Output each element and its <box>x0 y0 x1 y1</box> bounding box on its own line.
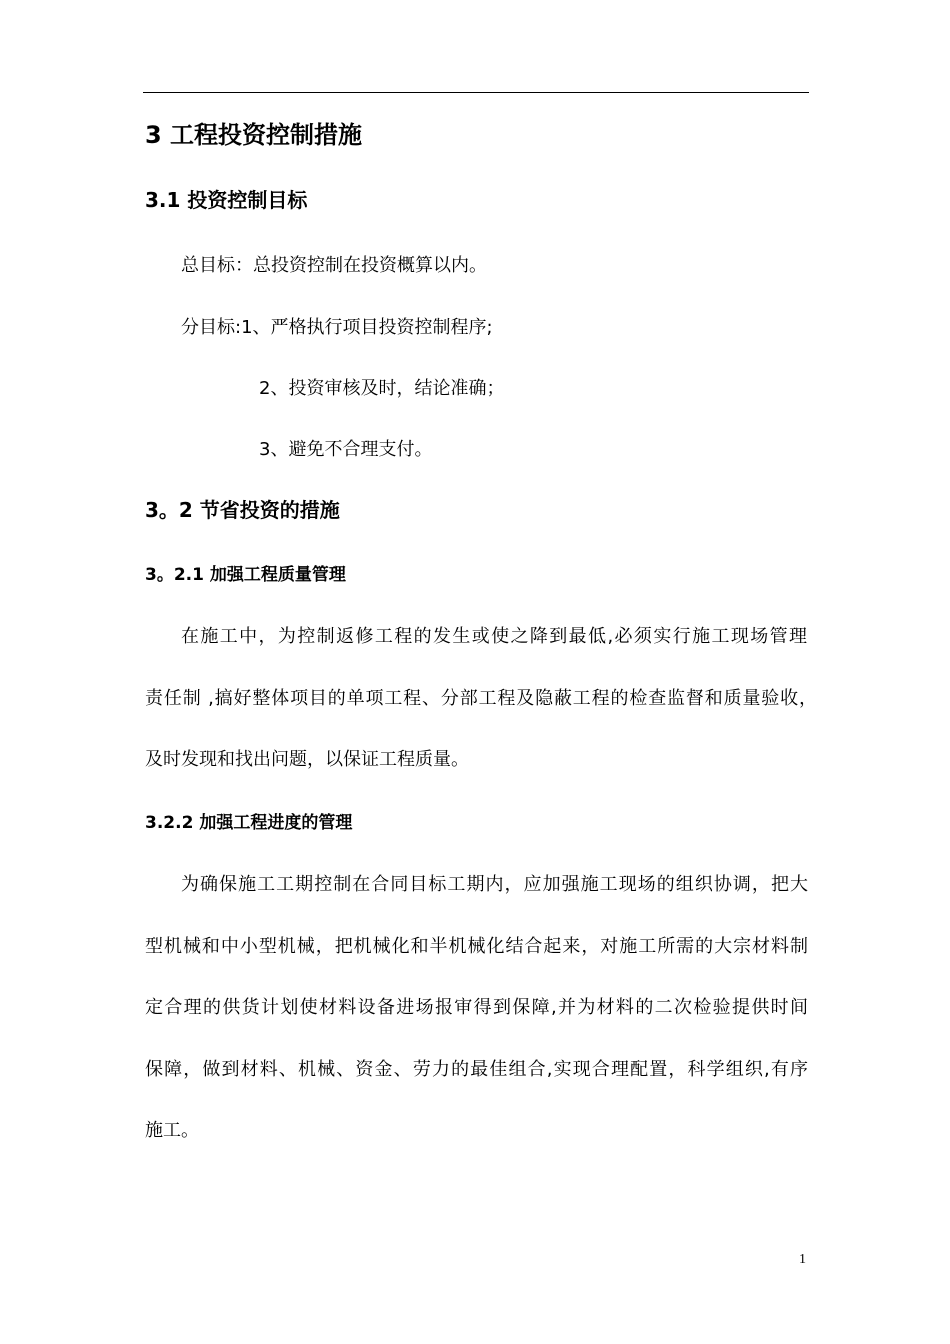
sub-goal-2-text: 2、投资审核及时，结论准确； <box>259 378 505 399</box>
sub-goal-1-text: 分目标:1、严格执行项目投资控制程序; <box>181 317 493 338</box>
subsection-heading-3-2: 3。2 节省投资的措施 <box>145 498 340 522</box>
heading-3-2-1: 3。2.1 加强工程质量管理 <box>145 565 346 585</box>
paragraph-line: 及时发现和找出问题，以保证工程质量。 <box>145 749 469 770</box>
header-rule <box>143 92 809 93</box>
paragraph-line: 型机械和中小型机械，把机械化和半机械化结合起来，对施工所需的大宗材料制 <box>145 936 808 957</box>
total-goal-text: 总目标：总投资控制在投资概算以内。 <box>181 255 487 276</box>
paragraph-line: 定合理的供货计划使材料设备进场报审得到保障,并为材料的二次检验提供时间 <box>145 997 808 1018</box>
heading-3-2-2: 3.2.2 加强工程进度的管理 <box>145 813 353 833</box>
sub-goal-3-text: 3、避免不合理支付。 <box>259 439 433 460</box>
paragraph-line: 施工。 <box>145 1120 199 1141</box>
page-number: 1 <box>799 1252 806 1267</box>
subsection-heading-3-1: 3.1 投资控制目标 <box>145 188 308 212</box>
paragraph-line: 责任制 ,搞好整体项目的单项工程、分部工程及隐蔽工程的检查监督和质量验收， <box>145 688 817 709</box>
paragraph-line: 在施工中，为控制返修工程的发生或使之降到最低,必须实行施工现场管理 <box>181 626 807 647</box>
paragraph-line: 保障，做到材料、机械、资金、劳力的最佳组合,实现合理配置，科学组织,有序 <box>145 1059 808 1080</box>
section-title: 3 工程投资控制措施 <box>145 121 363 149</box>
paragraph-line: 为确保施工工期控制在合同目标工期内，应加强施工现场的组织协调，把大 <box>181 874 808 895</box>
